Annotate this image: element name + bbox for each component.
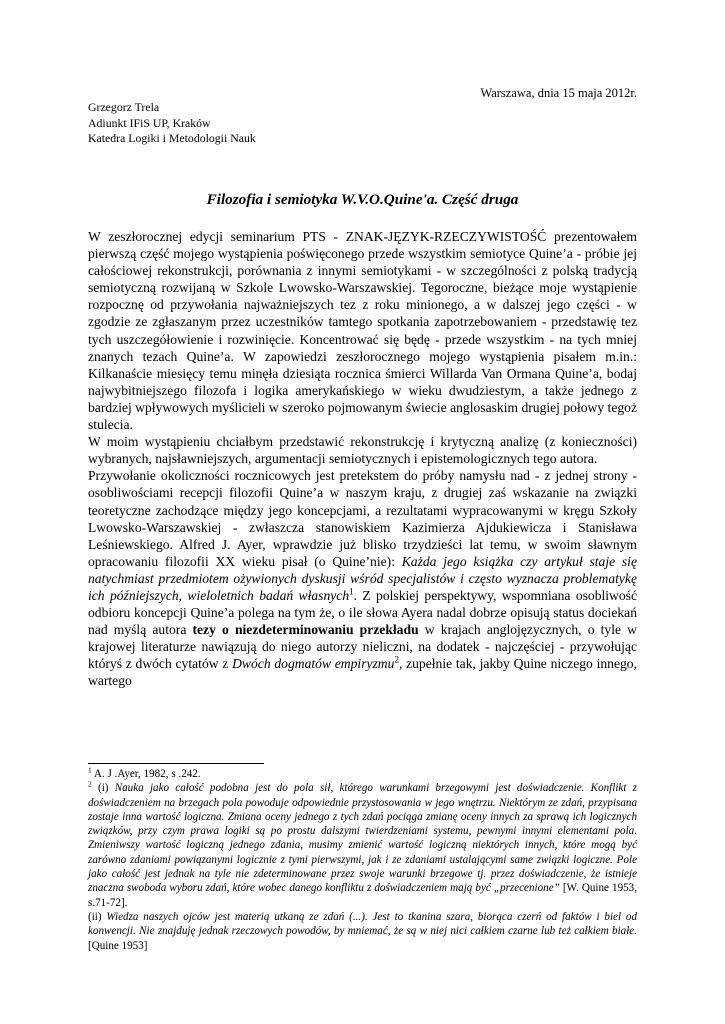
author-block [88,100,256,147]
footnote-1 [88,767,637,781]
document-body [88,228,637,690]
author-department: Katedra Logiki i Metodologii Nauk [88,131,256,145]
footnote-quote: Wiedza naszych ojców jest materią utkaną ze zdań (...). Jest to tkanina szara, biorąca czerń od faktów i biel od konwencji. Nie znajduję jednak rzeczowych powodów, by mniemać, że są w niej nici całkiem czarne lub też całkiem białe. [88,910,637,938]
book-title: Dwóch dogmatów empiryzmu [232,656,395,672]
footnote-2-ii [88,910,637,953]
footnote-text: (ii) [88,910,107,923]
footnote-text: (i) [91,782,115,795]
footnote-ref-2: 2 [394,654,399,665]
footnote-citation: [Quine 1953] [88,939,148,952]
footnote-2 [88,781,637,910]
footnote-separator [88,763,264,764]
footnote-citation: [W. Quine 1953, s.71-72]. [88,882,637,909]
body-paragraph-2: W moim wystąpieniu chciałbym przedstawić rekonstrukcję i krytyczną analizę (z konieczności) wybranych, najsławniejszych, argumentacji semiotycznych i epistemologicznych tego autora. [88,434,637,467]
document-date: Warszawa, dnia 15 maja 2012r. [480,86,637,100]
bold-thesis: tezy o niezdeterminowaniu przekładu [192,622,419,638]
ayer-quote: Każda jego książka czy artykuł staje się natychmiast przedmiotem ożywionych dyskusji wśród specjalistów i często wyznacza problematykę ich późniejszych, wieloletnich badań własnych [88,553,637,603]
footnotes [88,767,637,953]
paragraph-text: Przywołanie okoliczności rocznicowych jest pretekstem do próby namysłu nad - z jednej strony - osobliwościami recepcji filozofii Quine’a w naszym kraju, z drugiej zaś wskazanie na związki teoretyczne zachodzące między jego koncepcjami, a rezultatami wypracowanymi w kręgu Szkoły Lwowsko-Warszawskiej - zwłaszcza stanowiskiem Kazimierza Ajdukiewicza i Stanisława Leśniewskiego. Alfred J. Ayer, wprawdzie już blisko trzydzieści lat temu, w swoim sławnym opracowaniu filozofii XX wieku pisał (o Quine’nie): [88,468,637,569]
author-name: Grzegorz Trela [88,100,160,114]
footnote-mark: 2 [88,779,92,789]
paragraph-text: . Z polskiej perspektywy, wspomniana osobliwość odbioru koncepcji Quine’a polega na tym że, o ile słowa Ayera nadal dobrze opisują status dociekań nad myślą autora [88,587,637,638]
paragraph-text: , zupełnie tak, jakby Quine niczego innego, wartego [88,656,637,689]
body-paragraph-3 [88,467,637,689]
author-position: Adiunkt IFiS UP, Kraków [88,115,211,130]
footnote-ref-1: 1 [349,586,354,597]
footnote-quote: Nauka jako całość podobna jest do pola sił, którego warunkami brzegowymi jest doświadczenie. Konflikt z doświadczeniem na brzegach pola powoduje odpowiednie przystosowania w jego wnętrzu. Niektórym ze zdań, przypisana zostaje inna wartość logiczna. Zmiana oceny jednego z tych zdań pociąga zmianę oceny innych za sprawą ich logicznych związków, przy czym prawa logiki są po prostu dalszymi twierdzeniami systemu, pewnymi innymi elementami pola. Zmieniwszy wartość logiczną jednego zdania, musimy zmienić wartość logiczną niektórych innych, które mogą być zarówno zdaniami powiązanymi logicznie z tymi pierwszymi, jak i ze zdaniami ustalającymi same związki logiczne. Pole jako całość jest jednak na tyle nie zdeterminowane przez swoje warunki brzegowe tj. przez doświadczenie, że istnieje znaczna swoboda wyboru zdań, które wobec danego konfliktu z doświadczeniem mają być „przecenione” [88,782,637,895]
footnote-text: A. J .Ayer, 1982, s .242. [91,768,201,780]
body-paragraph-1: W zeszłorocznej edycji seminarium PTS - ZNAK-JĘZYK-RZECZYWISTOŚĆ prezentowałem pierwszą część mojego wystąpienia poświęconego przede wszystkim semiotyce Quine’a - próbie jej całościowej rekonstrukcji, porównania z innymi semiotykami - w szczególności z polską tradycją semiotyczną rozwijaną w Szkole Lwowsko-Warszawskiej. Tegoroczne, bieżące moje wystąpienie rozpocznę od przywołania najważniejszych tez z roku minionego, a w dalszej jego części - w zgodzie ze zgłaszanym przez uczestników tamtego spotkania zapotrzebowaniem - przedstawię tez tych uszczegółowienie i rozwinięcie. Koncentrować się będę - przede wszystkim - na tych mniej znanych tezach Quine’a. W zapowiedzi zeszłorocznego mojego wystąpienia pisałem m.in.: Kilkanaście miesięcy temu minęła dziesiąta rocznica śmierci Willarda Van Ormana Quine’a, bodaj najwybitniejszego filozofa i logika amerykańskiego w wieku dwudziestym, a także jednego z bardziej wpływowych myślicieli w szeroko pojmowanym świecie anglosaskim drugiej połowy tegoż stulecia. [88,229,637,433]
document-title: Filozofia i semiotyka W.V.O.Quine'a. Część druga [206,191,519,208]
footnote-mark: 1 [88,765,92,775]
paragraph-text: w krajach anglojęzycznych, o tyle w krajowej literaturze nawiązują do niego autorzy nieliczni, na dodatek - najczęściej - przywołując któryś z dwóch cytatów z [88,622,637,672]
